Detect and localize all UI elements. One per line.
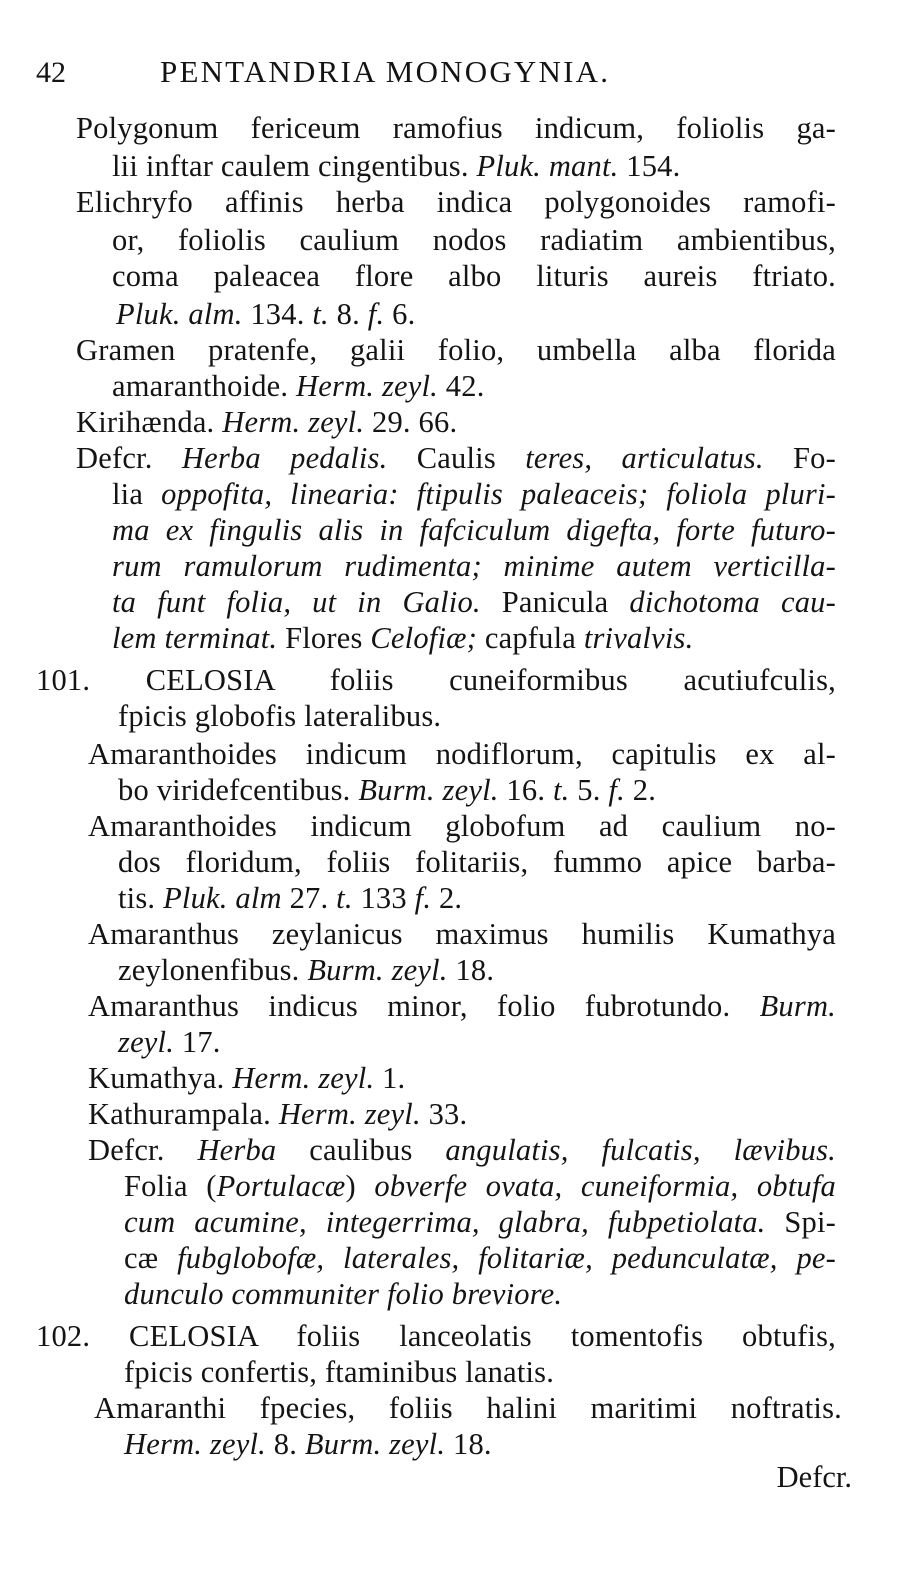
text-line [112,148,680,184]
text-segment: Fo- [763,441,836,475]
italic-segment: trivalvis. [583,621,694,655]
text-line [118,698,441,734]
italic-segment: Pluk. alm [163,881,282,915]
text-line [88,736,836,772]
text-segment: fpicis globofis lateralibus. [118,699,442,733]
text-line [112,512,836,548]
italic-segment: Burm. zeyl. [358,773,499,807]
text-segment: 1. [374,1061,406,1095]
text-line [124,1426,492,1462]
italic-segment: t. [312,297,329,331]
italic-segment: Burm. [759,989,836,1023]
text-line [88,1060,405,1096]
italic-segment: Portulacæ [216,1169,346,1203]
text-line [94,1390,842,1426]
text-line [88,1132,836,1168]
italic-segment: Pluk. alm. [116,297,243,331]
italic-segment: Pluk. mant. [476,149,619,183]
text-line [76,404,457,440]
text-segment: ) [345,1169,375,1203]
italic-segment: dunculo communiter folio breviore. [124,1277,563,1311]
text-segment: Spi- [765,1205,836,1239]
text-segment: 17. [174,1025,221,1059]
text-segment: 42. [437,369,485,403]
text-line [118,1024,221,1060]
text-segment: 8. [328,297,368,331]
text-segment: Amaranthus zeylanicus maximus humilis Kumathya [88,917,836,951]
text-line [124,1276,562,1312]
text-segment: coma paleacea flore albo lituris aureis ftriato. [112,259,836,293]
italic-segment: Burm. zeyl. [304,1427,446,1461]
text-line [112,258,836,294]
text-line [118,772,656,808]
text-segment: 2. [624,773,657,807]
text-segment: 101. CELOSIA foliis cuneiformibus acutiufculis, [36,663,836,697]
italic-segment: Celofiæ; [370,621,478,655]
text-line [124,1168,836,1204]
text-segment: lia [112,477,162,511]
italic-segment: rum ramulorum rudimenta; minime autem verticilla- [112,549,836,583]
text-segment: tis. [118,881,164,915]
text-segment: cæ [124,1241,178,1275]
italic-segment: fubglobofæ, laterales, folitariæ, pedunculatæ, pe- [177,1241,836,1275]
italic-segment: oppofita, linearia: ftipulis paleaceis; foliola pluri- [161,477,836,511]
text-segment: Kirihænda. [76,405,223,439]
text-segment: 16. [498,773,553,807]
text-line [88,916,836,952]
italic-segment: Herm. zeyl. [278,1097,421,1131]
text-line [118,952,494,988]
italic-segment: f. [414,881,432,915]
text-segment: fpicis confertis, ftaminibus lanatis. [124,1355,555,1389]
text-line [76,184,836,220]
italic-segment: angulatis, fulcatis, lævibus. [445,1133,836,1167]
text-segment: capfula [477,621,584,655]
text-segment: Folia ( [124,1169,217,1203]
italic-segment: teres, articulatus. [525,441,764,475]
text-line [88,808,836,844]
text-segment: or, foliolis caulium nodos radiatim ambientibus, [112,223,836,257]
text-segment: Amaranthoides indicum nodiflorum, capitulis ex al- [88,737,836,771]
italic-segment: lem terminat. [112,621,278,655]
text-segment: 2. [431,881,463,915]
text-line [124,1204,836,1240]
running-title: PENTANDRIA MONOGYNIA. [160,54,611,89]
text-line [36,1318,836,1354]
text-segment: Caulis [387,441,526,475]
italic-segment: t. [552,773,570,807]
italic-segment: Herm. zeyl. [222,405,365,439]
italic-segment: zeyl. [118,1025,175,1059]
text-segment: 8. [265,1427,305,1461]
text-segment: 6. [384,297,416,331]
text-line [112,368,485,404]
text-segment: 5. [569,773,609,807]
italic-segment: dichotoma cau- [629,585,836,619]
text-segment: Amaranthi fpecies, foliis halini maritimi noftratis. [94,1391,842,1425]
italic-segment: cum acumine, integerrima, glabra, fubpetiolata. [124,1205,766,1239]
italic-segment: Herm. zeyl. [232,1061,375,1095]
italic-segment: Burm. zeyl. [307,953,448,987]
text-segment: amaranthoide. [112,369,297,403]
text-line [112,620,693,656]
text-segment: Amaranthus indicus minor, folio fubrotundo. [88,989,760,1023]
text-segment: 18. [447,953,495,987]
text-line [112,476,836,512]
italic-segment: f. [608,773,625,807]
page-number: 42 [36,56,66,89]
text-line [88,1096,467,1132]
italic-segment: t. [336,881,353,915]
italic-segment: Herm. zeyl. [124,1427,266,1461]
text-segment: Flores [277,621,371,655]
text-line [76,332,836,368]
italic-segment: Herba [197,1133,277,1167]
text-segment: lii inftar caulem cingentibus. [112,149,477,183]
text-line [124,1240,836,1276]
text-line [118,880,462,916]
text-line [112,548,836,584]
text-segment: Amaranthoides indicum globofum ad caulium no- [88,809,836,843]
text-line [88,988,836,1024]
text-segment: Gramen pratenfe, galii folio, umbella alba florida [76,333,836,367]
text-segment: bo viridefcentibus. [118,773,359,807]
text-segment: caulibus [276,1133,446,1167]
text-segment: zeylonenfibus. [118,953,308,987]
text-line [76,440,836,476]
italic-segment: Herba pedalis. [181,441,388,475]
italic-segment: Herm. zeyl. [296,369,438,403]
catchword: Defcr. [776,1460,852,1494]
text-segment: Elichryfo affinis herba indica polygonoides ramofi- [76,185,836,219]
text-segment: 154. [618,149,681,183]
italic-segment: obverfe ovata, cuneiformia, obtufa [374,1169,836,1203]
text-segment: Panicula [480,585,630,619]
text-segment: 29. 66. [364,405,458,439]
text-segment: Kumathya. [88,1061,233,1095]
italic-segment: ta funt folia, ut in Galio. [112,585,481,619]
text-segment: 102. CELOSIA foliis lanceolatis tomentofis obtufis, [36,1319,836,1353]
italic-segment: f. [367,297,385,331]
text-line [112,222,836,258]
text-line [116,296,415,332]
text-segment: Kathurampala. [88,1097,279,1131]
text-segment: dos floridum, foliis folitariis, fummo apice barba- [118,845,836,879]
text-segment: Defcr. [88,1133,198,1167]
italic-segment: ma ex fingulis alis in fafciculum digefta, forte futuro- [112,513,836,547]
text-line [112,584,836,620]
text-segment: Polygonum fericeum ramofius indicum, foliolis ga- [76,111,836,145]
text-segment: Defcr. [76,441,182,475]
text-segment: 133 [352,881,415,915]
text-line [76,110,836,146]
text-line [36,662,836,698]
text-line [124,1354,554,1390]
text-segment: 27. [281,881,337,915]
text-segment: 18. [445,1427,492,1461]
text-line [118,844,836,880]
text-segment: 33. [420,1097,468,1131]
text-segment: 134. [242,297,313,331]
